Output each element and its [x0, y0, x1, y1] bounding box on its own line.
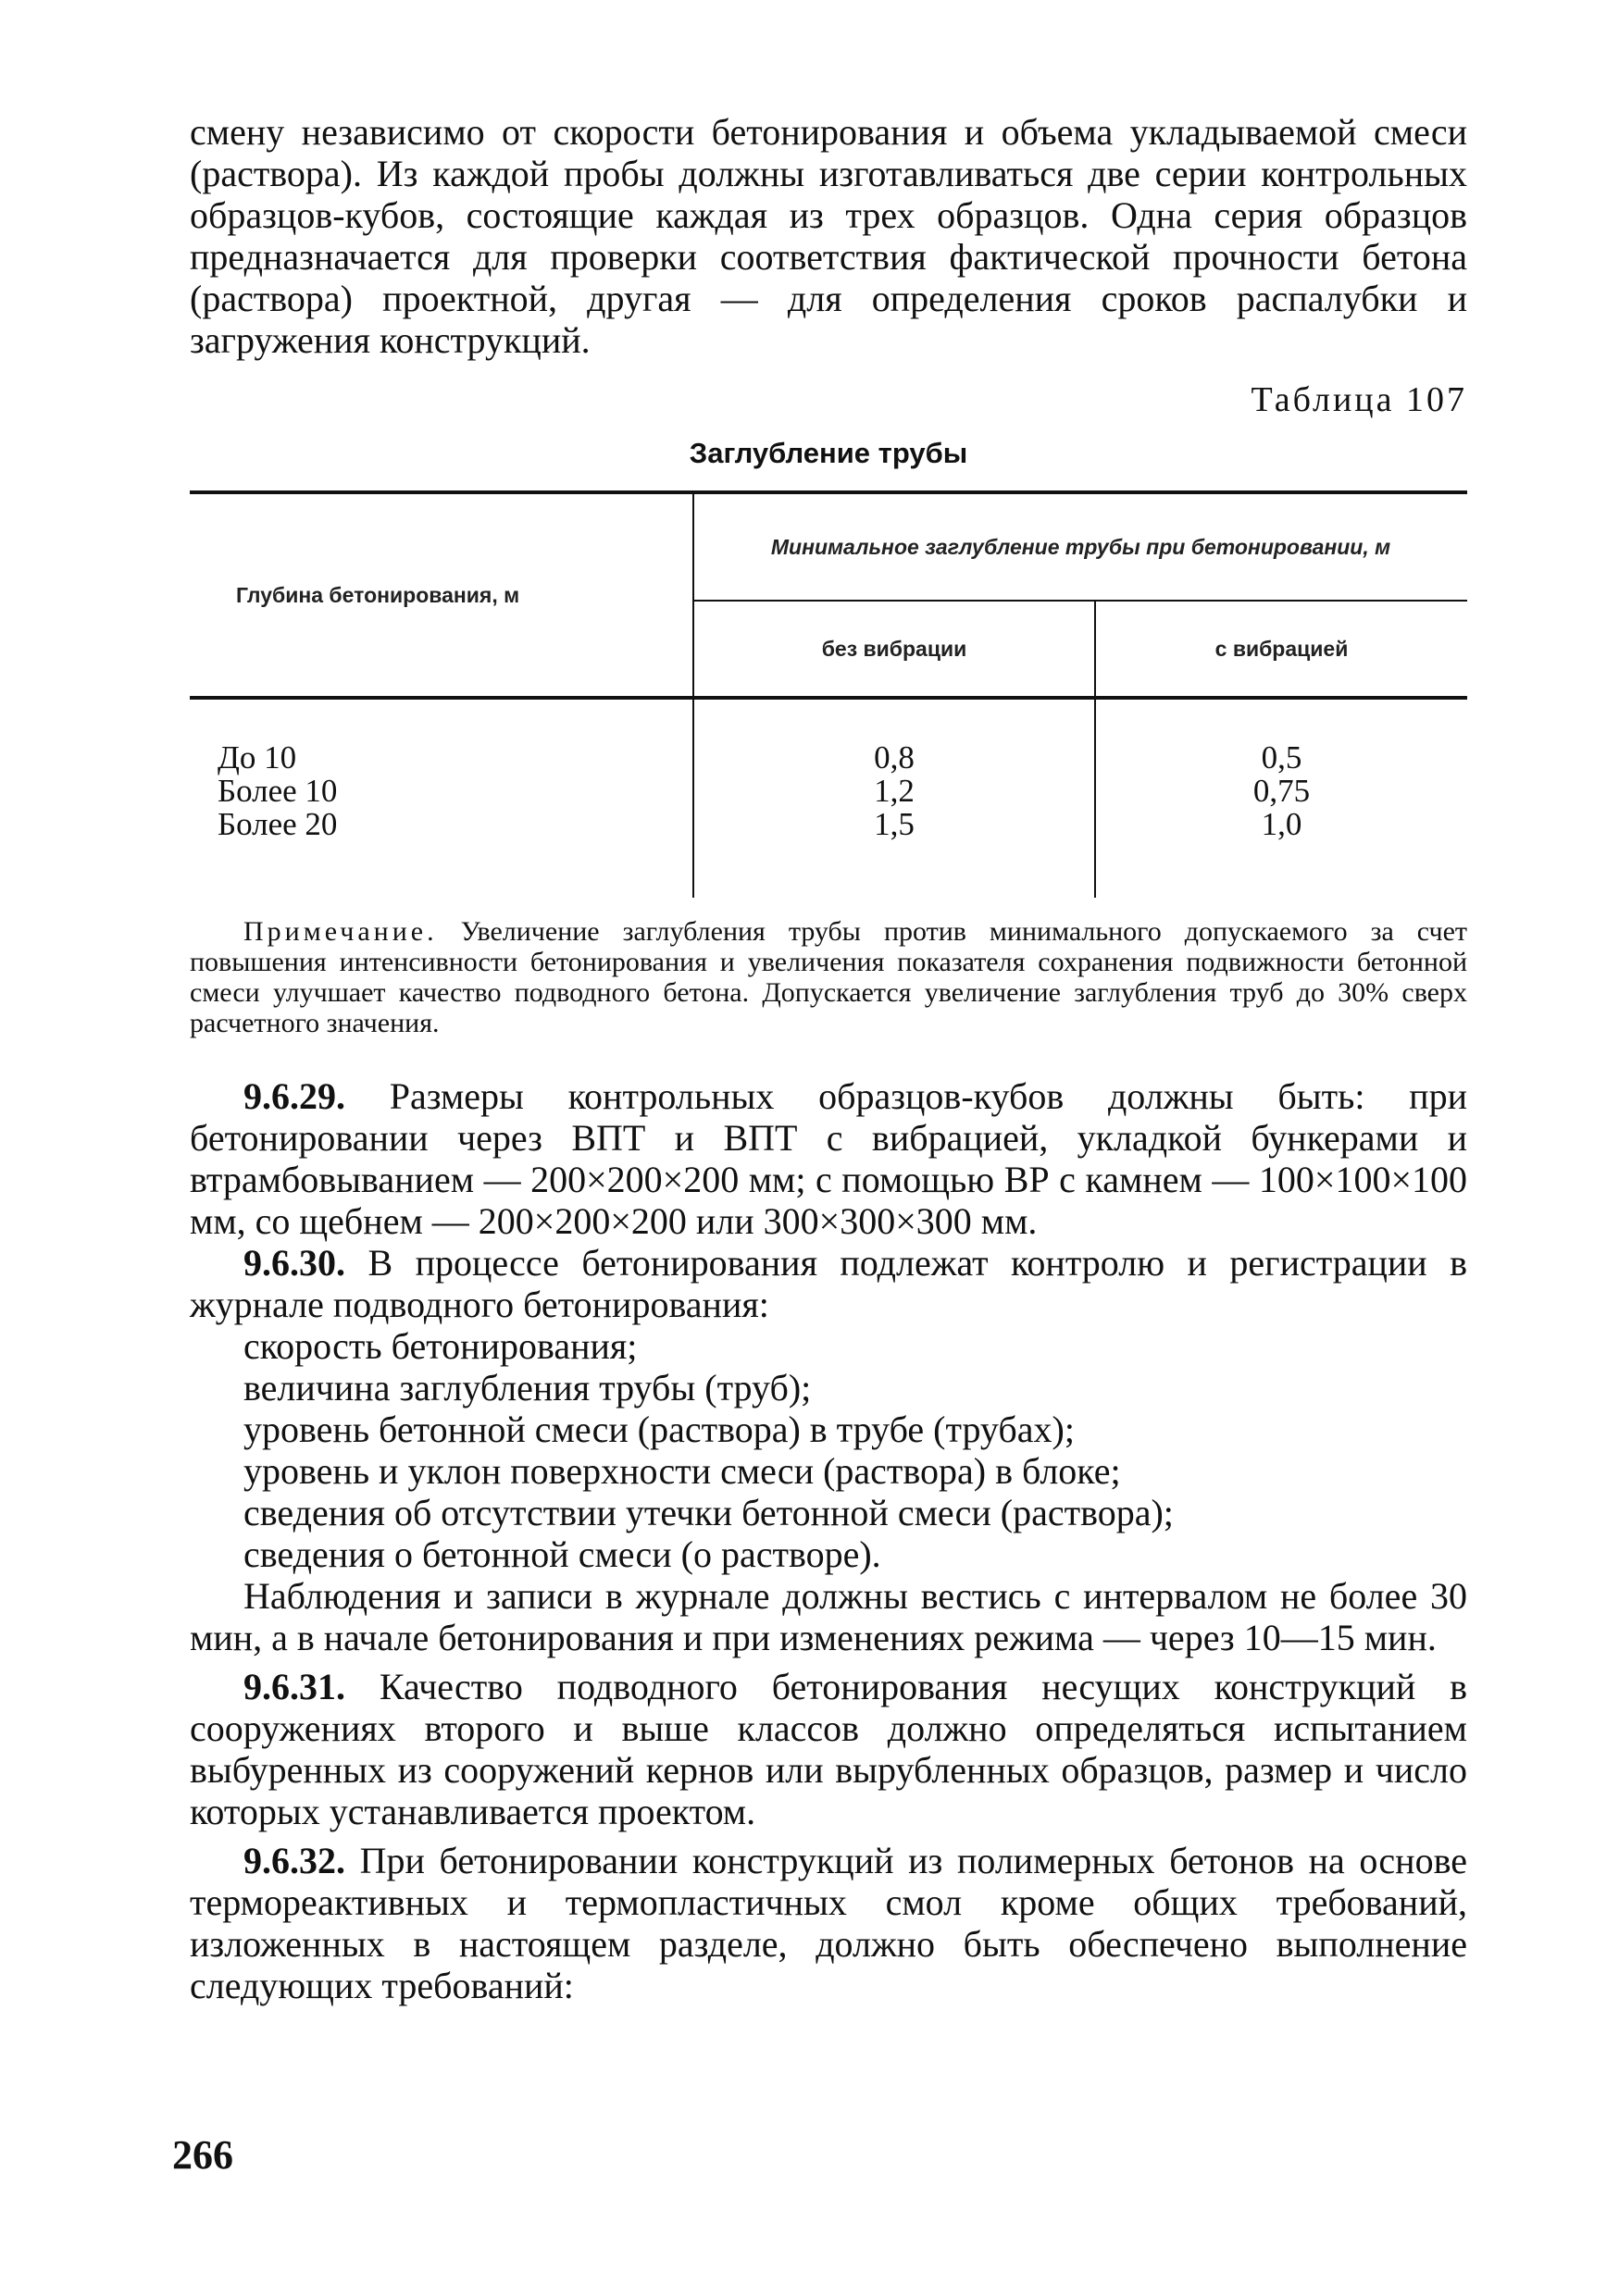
- cell-no-vibration-column: [693, 698, 1095, 898]
- cell-vibration: 1,0: [1261, 806, 1302, 842]
- section-9-6-30: [190, 1242, 1467, 1658]
- col-header-group: Минимальное заглубление трубы при бетонировании, м: [693, 492, 1467, 601]
- clause-number: 9.6.30.: [243, 1242, 345, 1284]
- cell-vibration: 0,75: [1252, 773, 1311, 809]
- section-9-6-32: [190, 1840, 1467, 2006]
- section-9-6-31: [190, 1666, 1467, 1832]
- list-item: скорость бетонирования;: [243, 1325, 638, 1367]
- note-lead: Примечание.: [243, 916, 438, 947]
- cell-no-vibration: 0,8: [874, 739, 915, 776]
- clause-text: При бетонировании конструкций из полимерных бетонов на основе термореактивных и термопластичных смол кроме общих требований, изложенных в настоящем разделе, должно быть обеспечено выполнение следующих требований:: [190, 1840, 1467, 2006]
- cell-no-vibration: 1,5: [874, 806, 915, 842]
- cell-vibration-column: [1095, 698, 1467, 898]
- observation-paragraph: Наблюдения и записи в журнале должны вестись с интервалом не более 30 мин, а в начале бетонирования и при изменениях режима — через 10—15 мин.: [190, 1575, 1467, 1658]
- cell-depth: До 10: [218, 739, 297, 776]
- clause-number: 9.6.29.: [243, 1075, 345, 1117]
- note-text: Увеличение заглубления трубы против минимального допускаемого за счет повышения интенсивности бетонирования и увеличения показателя сохранения подвижности бетонной смеси улучшает качество подводного бетона. Допускается увеличение заглубления труб до 30% сверх расчетного значения.: [190, 916, 1467, 1038]
- table-caption: Заглубление трубы: [689, 437, 968, 469]
- depth-table: [190, 490, 1467, 898]
- clause-number: 9.6.32.: [243, 1840, 345, 1881]
- col-header-depth: Глубина бетонирования, м: [190, 492, 693, 698]
- list-item: сведения об отсутствии утечки бетонной смеси (раствора);: [243, 1492, 1174, 1533]
- list-item: уровень и уклон поверхности смеси (раствора) в блоке;: [243, 1450, 1121, 1492]
- table-note: [190, 916, 1467, 1038]
- table-body-row: [190, 698, 1467, 898]
- list-item: сведения о бетонной смеси (о растворе).: [243, 1533, 881, 1575]
- cell-depth: Более 10: [218, 773, 338, 809]
- col-header-no-vibration: без вибрации: [693, 601, 1095, 698]
- col-header-vibration: с вибрацией: [1095, 601, 1467, 698]
- table-label: Таблица 107: [1251, 380, 1467, 419]
- section-9-6-29: [190, 1075, 1467, 1242]
- clause-text: Размеры контрольных образцов-кубов должны быть: при бетонировании через ВПТ и ВПТ с вибрацией, укладкой бункерами и втрамбовыванием — 200×200×200 мм; с помощью ВР с камнем — 100×100×100 мм, со щебнем — 200×200×200 или 300×300×300 мм.: [190, 1075, 1467, 1242]
- list-item: величина заглубления трубы (труб);: [243, 1367, 812, 1409]
- clause-number: 9.6.31.: [243, 1666, 345, 1707]
- cell-depth-column: [190, 698, 693, 898]
- cell-no-vibration: 1,2: [874, 773, 915, 809]
- control-items-list: [190, 1325, 1467, 1575]
- list-item: уровень бетонной смеси (раствора) в трубе (трубах);: [243, 1409, 1075, 1450]
- page-content: [190, 111, 1467, 2006]
- cell-depth: Более 20: [218, 806, 338, 842]
- intro-paragraph: смену независимо от скорости бетонирования и объема укладываемой смеси (раствора). Из каждой пробы должны изготавливаться две серии контрольных образцов-кубов, состоящие каждая из трех образцов. Одна серия образцов предназначается для проверки соответствия фактической прочности бетона (раствора) проектной, другая — для определения сроков распалубки и загружения конструкций.: [190, 111, 1467, 361]
- cell-vibration: 0,5: [1261, 739, 1302, 776]
- page-number: 266: [172, 2132, 233, 2178]
- clause-text: Качество подводного бетонирования несущих конструкций в сооружениях второго и выше классов должно определяться испытанием выбуренных из сооружений кернов или вырубленных образцов, размер и число которых устанавливается проектом.: [190, 1666, 1467, 1832]
- clause-text: В процессе бетонирования подлежат контролю и регистрации в журнале подводного бетонирования:: [190, 1242, 1467, 1325]
- table-header-row: [190, 492, 1467, 601]
